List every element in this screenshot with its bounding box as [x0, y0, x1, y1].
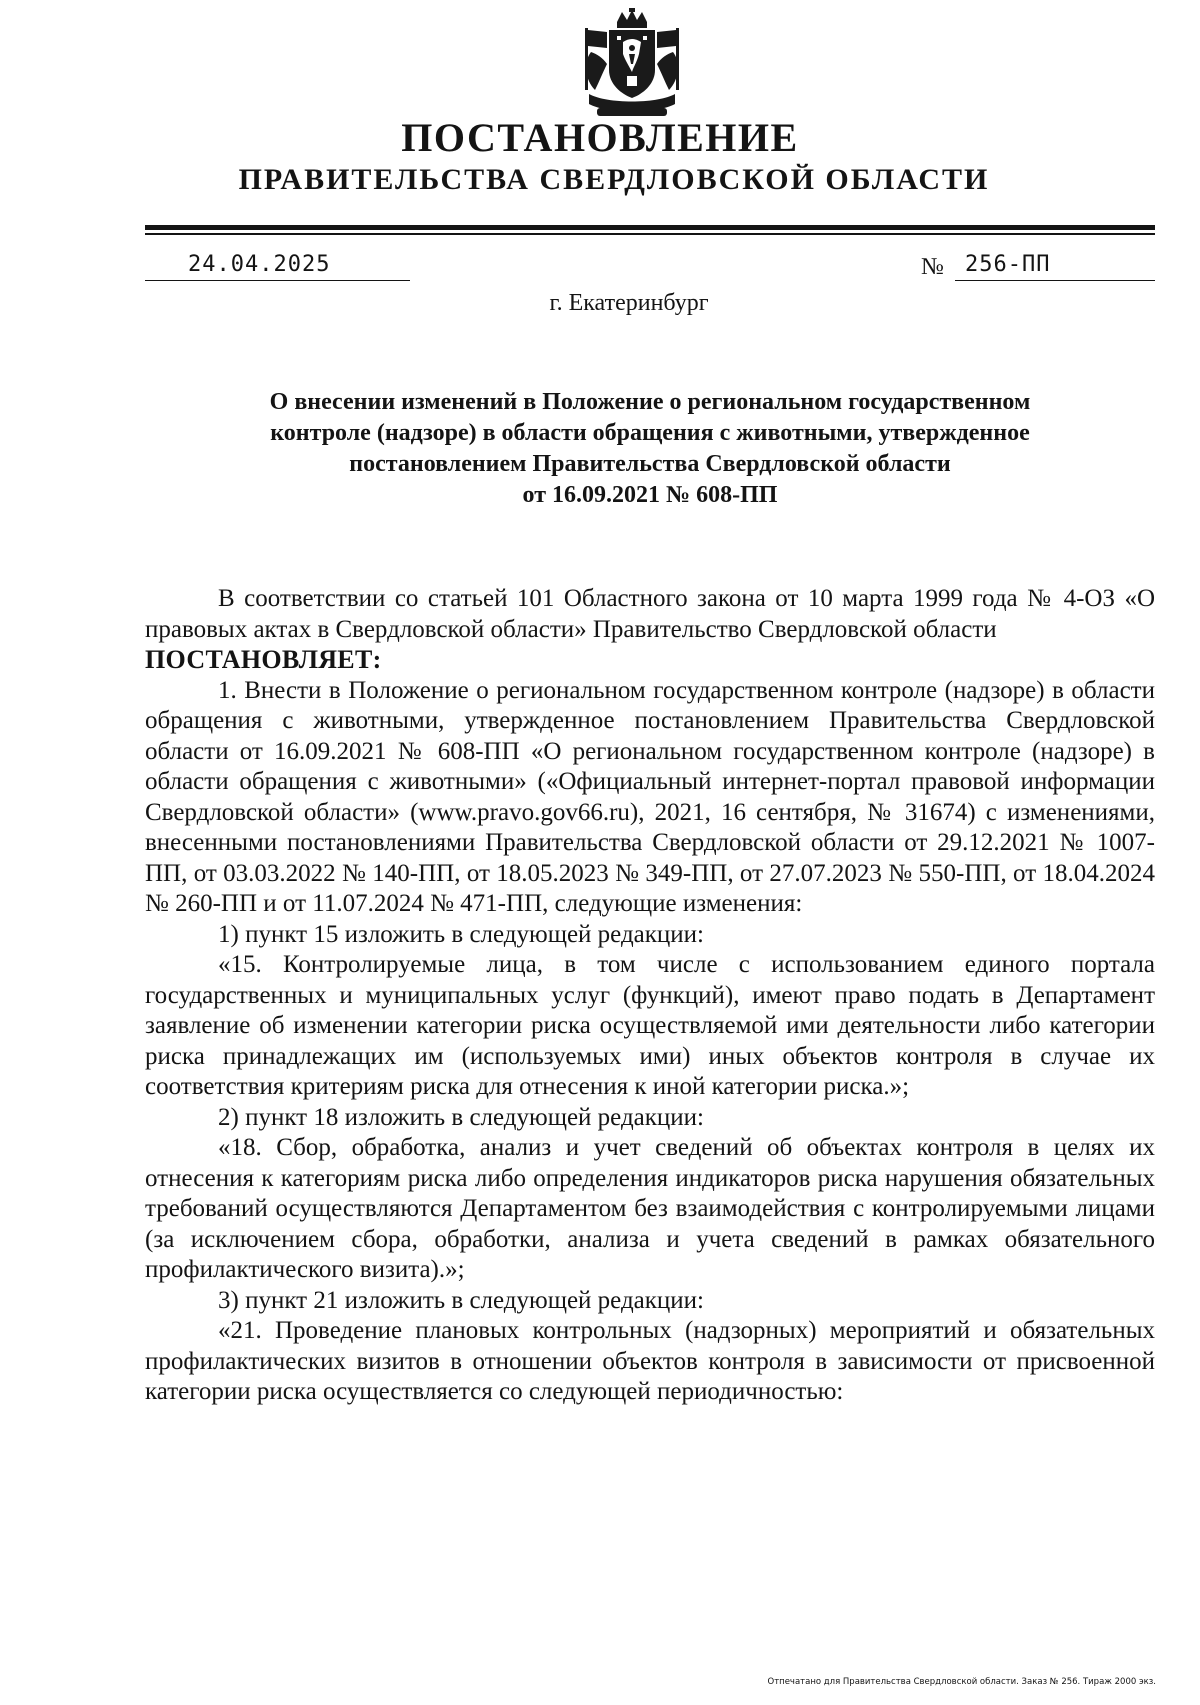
title-line: от 16.09.2021 № 608-ПП: [522, 482, 778, 508]
document-date: 24.04.2025: [145, 250, 410, 281]
document-city: г. Екатеринбург: [549, 290, 709, 316]
document-title: [145, 387, 1155, 511]
document-body: [145, 584, 1155, 1408]
paragraph: 2) пункт 18 изложить в следующей редакции:: [218, 1103, 704, 1131]
paragraph: «21. Проведение плановых контрольных (надзорных) мероприятий и обязательных профилактических визитов в отношении объектов контроля в зависимости от присвоенной категории риска осуществляется со следующей периодичностью:: [145, 1317, 1155, 1405]
document-number: 256-ПП: [955, 250, 1155, 281]
number-sign: №: [921, 254, 944, 280]
document-type: ПОСТАНОВЛЕНИЕ: [401, 115, 799, 160]
title-line: контроле (надзоре) в области обращения с животными, утвержденное: [270, 420, 1030, 446]
coat-of-arms-emblem: [577, 8, 687, 120]
intro-paragraph: В соответствии со статьей 101 Областного закона от 10 марта 1999 года № 4-ОЗ «О правовых актах в Свердловской области» Правительство Свердловской области: [145, 585, 1155, 643]
issuer-name: ПРАВИТЕЛЬСТВА СВЕРДЛОВСКОЙ ОБЛАСТИ: [238, 163, 990, 196]
title-line: О внесении изменений в Положение о региональном государственном: [269, 389, 1031, 415]
paragraph: «18. Сбор, обработка, анализ и учет сведений об объектах контроля в целях их отнесения к категориям риска либо определения индикаторов риска нарушения обязательных требований осуществляются Департаментом без взаимодействия с контролируемыми лицами (за исключением сбора, обработки, анализа и учета сведений в рамках обязательного профилактического визита).»;: [145, 1134, 1155, 1283]
title-line: постановлением Правительства Свердловской области: [349, 451, 951, 477]
print-footer: Отпечатано для Правительства Свердловской области. Заказ № 256. Тираж 2000 экз.: [767, 1677, 1156, 1687]
paragraph: 1. Внести в Положение о региональном государственном контроле (надзоре) в области обращения с животными, утвержденное постановлением Правительства Свердловской области от 16.09.2021 № 608-ПП «О региональном государственном контроле (надзоре) в области обращения с животными» («Официальный интернет-портал правовой информации Свердловской области» (www.pravo.gov66.ru), 2021, 16 сентября, № 31674) с изменениями, внесенными постановлениями Правительства Свердловской области от 29.12.2021 № 1007-ПП, от 03.03.2022 № 140-ПП, от 18.05.2023 № 349-ПП, от 27.07.2023 № 550-ПП, от 18.04.2024 № 260-ПП и от 11.07.2024 № 471-ПП, следующие изменения:: [145, 676, 1155, 917]
paragraph: 3) пункт 21 изложить в следующей редакции:: [218, 1286, 704, 1314]
decree-word: ПОСТАНОВЛЯЕТ:: [145, 645, 382, 674]
header-rule-thick: [145, 225, 1155, 230]
paragraph: «15. Контролируемые лица, в том числе с использованием единого портала государственных и муниципальных услуг (функций), имеют право подать в Департамент заявление об изменении категории риска осуществляемой ими деятельности либо категории риска принадлежащих им (используемых ими) иных объектов контроля в случае их соответствия критериям риска для отнесения к иной категории риска.»;: [145, 951, 1155, 1100]
header-rule-thin: [145, 233, 1155, 235]
paragraph: 1) пункт 15 изложить в следующей редакции:: [218, 920, 704, 948]
